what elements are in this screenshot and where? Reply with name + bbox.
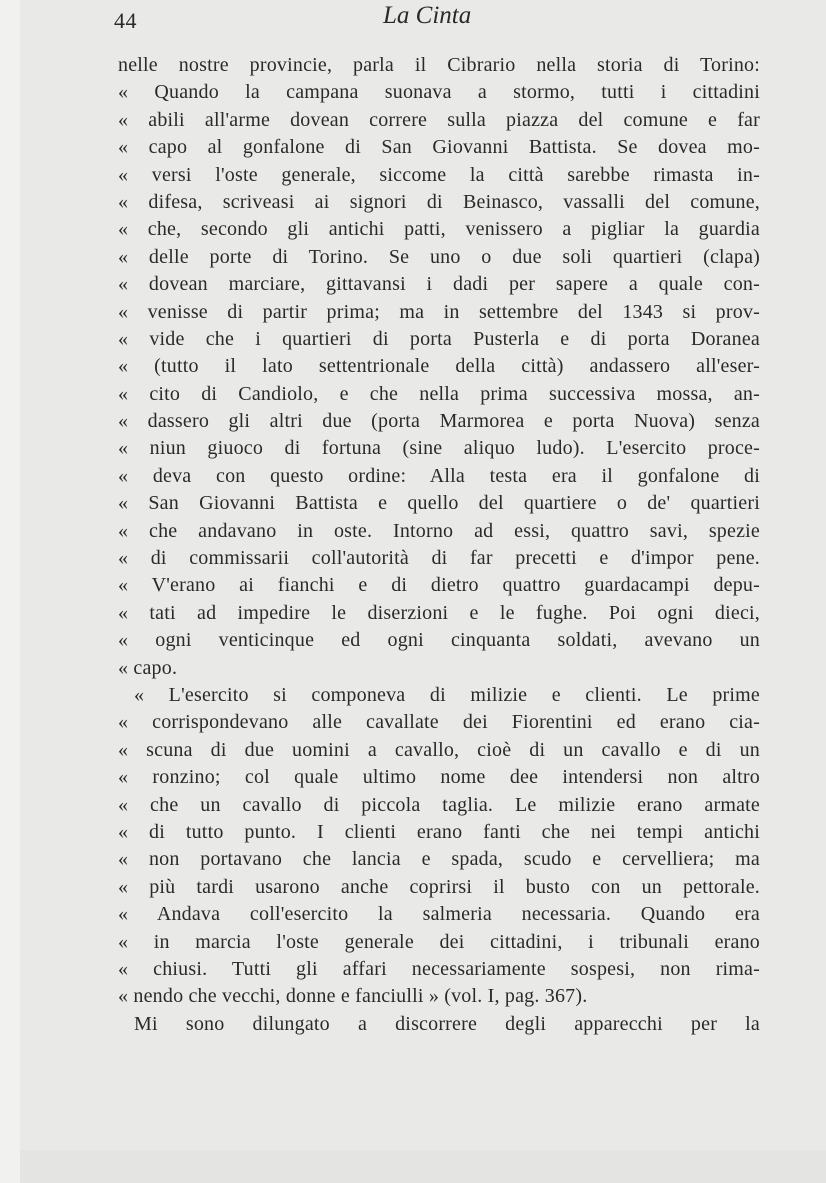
- text-line: « dassero gli altri due (porta Marmorea e porta Nuova) senza: [118, 410, 760, 433]
- body-text: [118, 52, 760, 1038]
- text-line: « capo al gonfalone di San Giovanni Battista. Se dovea mo-: [118, 136, 760, 159]
- text-line: « che andavano in oste. Intorno ad essi, quattro savi, spezie: [118, 519, 760, 542]
- text-line: « ogni venticinque ed ogni cinquanta soldati, avevano un: [118, 629, 760, 652]
- text-line: « capo.: [118, 656, 178, 679]
- text-line: « cito di Candiolo, e che nella prima successiva mossa, an-: [118, 382, 760, 405]
- text-line: « San Giovanni Battista e quello del quartiere o de' quartieri: [118, 492, 760, 515]
- text-line: « corrispondevano alle cavallate dei Fiorentini ed erano cia-: [118, 711, 760, 734]
- text-line: Mi sono dilungato a discorrere degli apparecchi per la: [134, 1012, 760, 1035]
- text-line: « abili all'arme dovean correre sulla piazza del comune e far: [118, 108, 760, 131]
- page-number: 44: [114, 8, 137, 33]
- text-line: « venisse di partir prima; ma in settembre del 1343 si prov-: [118, 300, 760, 323]
- text-line: « non portavano che lancia e spada, scudo e cervelliera; ma: [118, 848, 760, 871]
- text-line: « tati ad impedire le diserzioni e le fughe. Poi ogni dieci,: [118, 601, 760, 624]
- text-line: « più tardi usarono anche coprirsi il busto con un pettorale.: [118, 875, 760, 898]
- text-line: « scuna di due uomini a cavallo, cioè di un cavallo e di un: [118, 738, 760, 761]
- text-line: « chiusi. Tutti gli affari necessariamente sospesi, non rima-: [118, 957, 760, 980]
- text-line: « di commissarii coll'autorità di far precetti e d'impor pene.: [118, 547, 760, 570]
- text-line: « che un cavallo di piccola taglia. Le milizie erano armate: [118, 793, 760, 816]
- text-line: « niun giuoco di fortuna (sine aliquo ludo). L'esercito proce-: [118, 437, 760, 460]
- text-line: nelle nostre provincie, parla il Cibrario nella storia di Torino:: [118, 54, 760, 76]
- text-line: « dovean marciare, gittavansi i dadi per sapere a quale con-: [118, 273, 760, 296]
- text-line: « L'esercito si componeva di milizie e clienti. Le prime: [134, 683, 760, 706]
- text-line: « che, secondo gli antichi patti, venissero a pigliar la guardia: [118, 218, 760, 241]
- text-line: « difesa, scriveasi ai signori di Beinasco, vassalli del comune,: [118, 190, 760, 213]
- text-line: « nendo che vecchi, donne e fanciulli » (vol. I, pag. 367).: [118, 985, 588, 1008]
- text-line: « in marcia l'oste generale dei cittadini, i tribunali erano: [118, 930, 760, 953]
- text-line: « Andava coll'esercito la salmeria necessaria. Quando era: [118, 903, 760, 926]
- text-line: « delle porte di Torino. Se uno o due soli quartieri (clapa): [118, 245, 760, 268]
- text-line: « V'erano ai fianchi e di dietro quattro guardacampi depu-: [118, 574, 760, 597]
- text-line: « di tutto punto. I clienti erano fanti che nei tempi antichi: [118, 820, 760, 843]
- text-line: « ronzino; col quale ultimo nome dee intendersi non altro: [118, 766, 760, 789]
- running-title: La Cinta: [383, 2, 472, 29]
- text-line: « vide che i quartieri di porta Pusterla e di porta Doranea: [118, 327, 760, 350]
- text-line: « (tutto il lato settentrionale della città) andassero all'eser-: [118, 355, 760, 378]
- text-line: « versi l'oste generale, siccome la città sarebbe rimasta in-: [118, 163, 760, 186]
- text-line: « deva con questo ordine: Alla testa era il gonfalone di: [118, 464, 760, 487]
- page-header: [0, 4, 826, 36]
- text-line: « Quando la campana suonava a stormo, tutti i cittadini: [118, 81, 760, 104]
